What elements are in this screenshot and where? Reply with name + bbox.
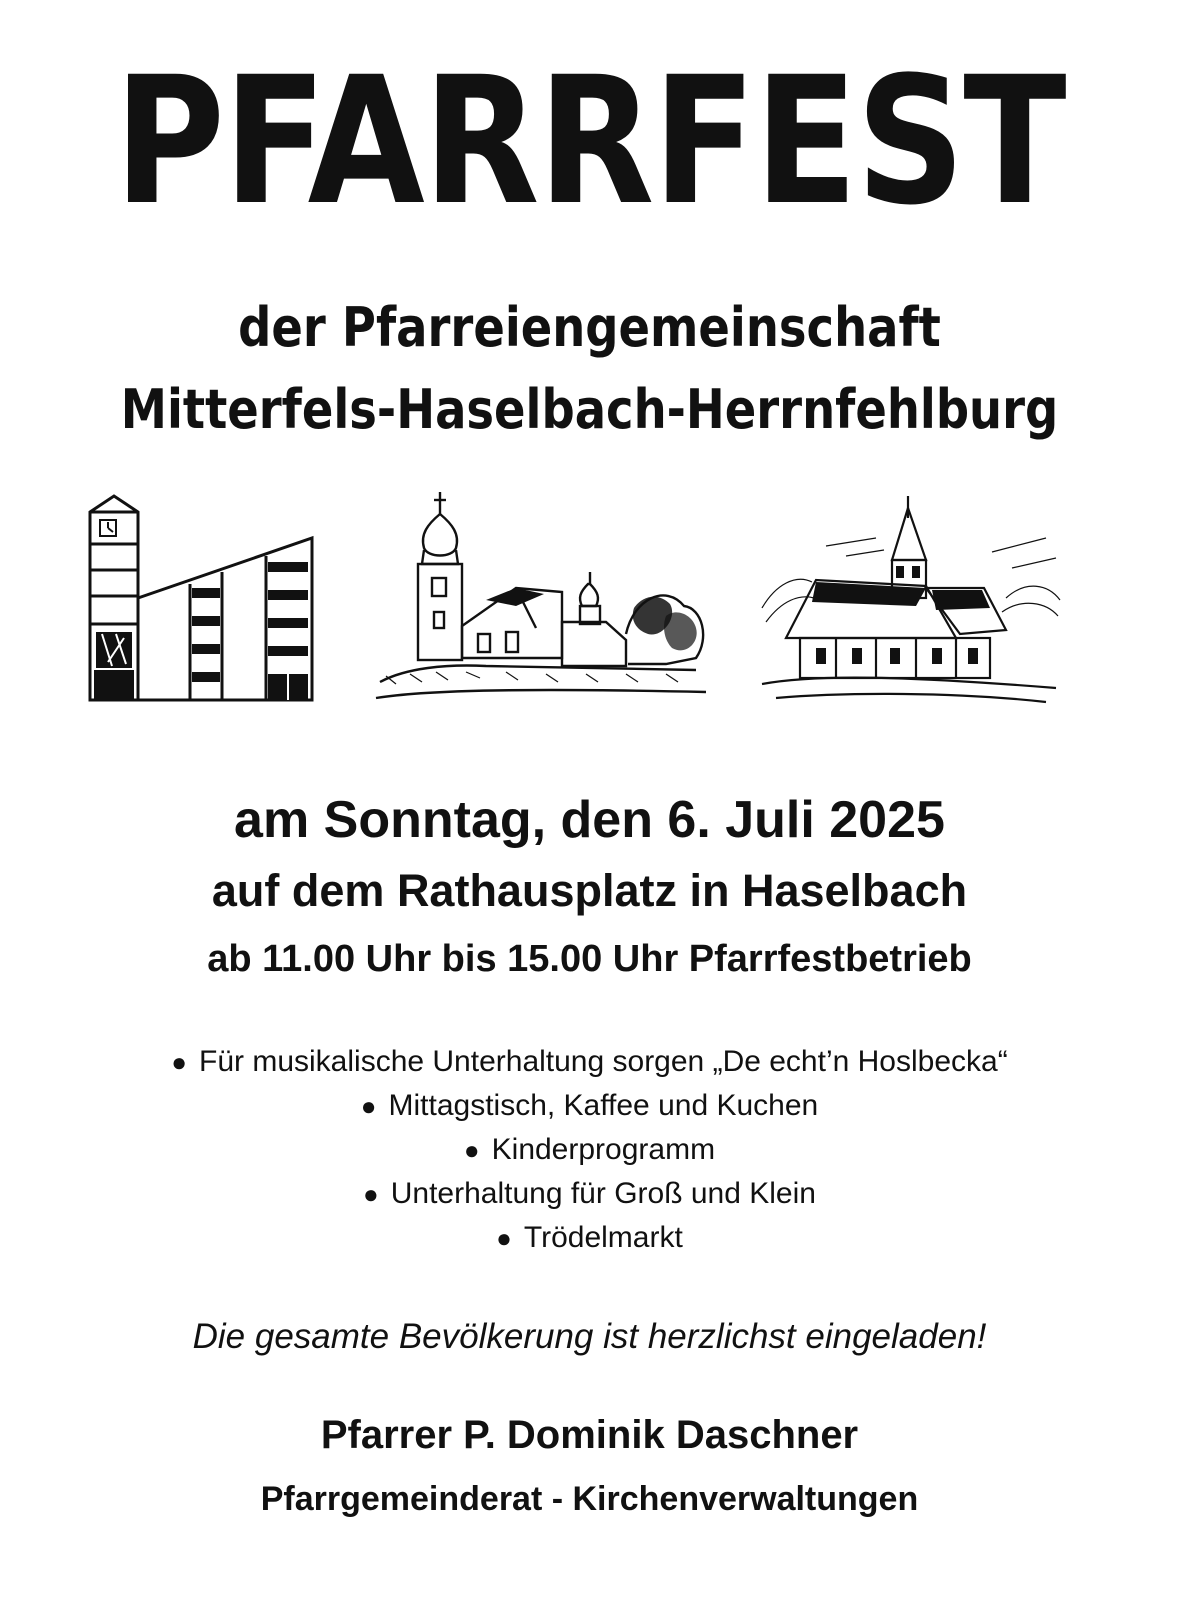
bullet-icon: ● [463,1135,480,1165]
program-item-text: Kinderprogramm [491,1133,716,1166]
invitation-text: Die gesamte Bevölkerung ist herzlichst eingeladen! [192,1317,987,1356]
bullet-icon: ● [171,1047,187,1077]
event-time: ab 11.00 Uhr bis 15.00 Uhr Pfarrfestbetrieb [207,938,972,980]
onion-dome-church-drawing [366,488,716,710]
program-item-text: Für musikalische Unterhaltung sorgen „De echt’n Hoslbecka“ [199,1045,1008,1078]
program-item [0,1216,1179,1260]
subtitle-line-2: Mitterfels-Haselbach-Herrnfehlburg [120,378,1059,441]
event-date: am Sonntag, den 6. Juli 2025 [234,791,945,849]
program-item-text: Mittagstisch, Kaffee und Kuchen [388,1089,819,1122]
signature-pastor: Pfarrer P. Dominik Daschner [320,1413,859,1457]
event-location: auf dem Rathausplatz in Haselbach [211,865,968,916]
modern-church-drawing [86,492,318,704]
program-item [0,1172,1179,1216]
gothic-church-sketch [756,488,1066,710]
program-list [0,1040,1179,1260]
subtitle-line-1: der Pfarreiengemeinschaft [238,296,941,359]
program-item [0,1128,1179,1172]
signature-councils: Pfarrgemeinderat - Kirchenverwaltungen [260,1480,919,1518]
program-item-text: Trödelmarkt [523,1221,683,1254]
program-item [0,1084,1179,1128]
bullet-icon: ● [360,1091,377,1121]
poster-title: PFARRFEST [114,39,1065,244]
program-item [0,1040,1179,1084]
bullet-icon: ● [363,1179,379,1209]
program-item-text: Unterhaltung für Groß und Klein [390,1177,816,1210]
bullet-icon: ● [496,1223,512,1253]
